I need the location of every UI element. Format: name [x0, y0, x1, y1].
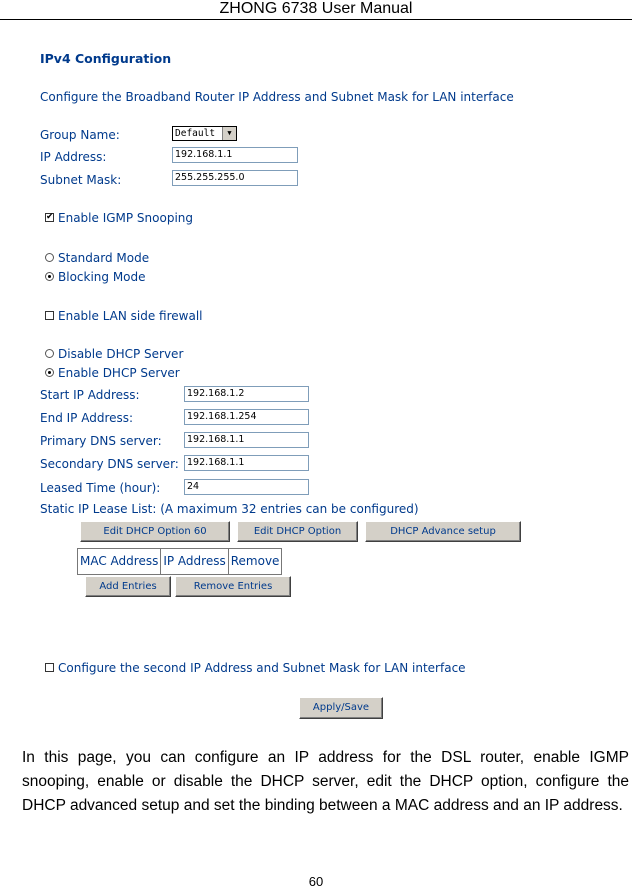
chevron-down-icon[interactable]: ▼ — [222, 127, 236, 140]
end-ip-label: End IP Address: — [40, 411, 134, 425]
ip-address-label: IP Address: — [40, 150, 107, 164]
end-ip-input[interactable]: 192.168.1.254 — [184, 409, 309, 425]
lease-time-label: Leased Time (hour): — [40, 481, 161, 495]
subnet-mask-input[interactable]: 255.255.255.0 — [172, 170, 298, 186]
add-entries-button[interactable]: Add Entries — [85, 576, 171, 597]
start-ip-label: Start IP Address: — [40, 388, 140, 402]
standard-mode-label: Standard Mode — [58, 251, 150, 265]
column-mac-address: MAC Address — [78, 549, 161, 574]
radio-selected-dot — [48, 275, 51, 278]
description-paragraph: In this page, you can configure an IP address for the DSL router, enable IGMP snooping, enable or disable the DHCP server, edit the DHCP option, configure the DHCP advanced setup and set the binding between a MAC address and an IP address. — [22, 749, 629, 814]
primary-dns-input[interactable]: 192.168.1.1 — [184, 432, 309, 448]
enable-dhcp-radio[interactable] — [45, 368, 54, 377]
column-ip-address: IP Address — [161, 549, 228, 574]
dhcp-advance-setup-button[interactable]: DHCP Advance setup — [365, 521, 521, 542]
edit-dhcp-option-button[interactable]: Edit DHCP Option — [237, 521, 358, 542]
blocking-mode-radio[interactable] — [45, 272, 54, 281]
manual-header: ZHONG 6738 User Manual — [219, 0, 413, 17]
static-lease-label: Static IP Lease List: (A maximum 32 entries can be configured) — [40, 502, 419, 516]
apply-save-button[interactable]: Apply/Save — [299, 697, 383, 719]
blocking-mode-label: Blocking Mode — [58, 270, 146, 284]
remove-entries-button[interactable]: Remove Entries — [175, 576, 291, 597]
edit-dhcp-option60-button[interactable]: Edit DHCP Option 60 — [80, 521, 230, 542]
second-ip-checkbox[interactable] — [45, 663, 54, 672]
disable-dhcp-label: Disable DHCP Server — [58, 347, 184, 361]
ip-address-input[interactable]: 192.168.1.1 — [172, 147, 298, 163]
lan-firewall-checkbox[interactable] — [45, 311, 54, 320]
lan-firewall-label: Enable LAN side firewall — [58, 309, 203, 323]
section-title: IPv4 Configuration — [40, 51, 172, 66]
second-ip-label: Configure the second IP Address and Subnet Mask for LAN interface — [58, 661, 466, 675]
group-name-label: Group Name: — [40, 128, 120, 142]
group-name-select[interactable] — [172, 126, 237, 141]
secondary-dns-input[interactable]: 192.168.1.1 — [184, 455, 309, 471]
section-subtitle: Configure the Broadband Router IP Address and Subnet Mask for LAN interface — [40, 90, 514, 104]
radio-selected-dot — [48, 371, 51, 374]
page-number: 60 — [308, 874, 324, 889]
primary-dns-label: Primary DNS server: — [40, 434, 162, 448]
column-remove: Remove — [230, 554, 280, 568]
igmp-snooping-label: Enable IGMP Snooping — [58, 211, 194, 225]
static-lease-table-header — [77, 548, 282, 575]
igmp-snooping-checkbox[interactable]: ✔ — [46, 212, 54, 222]
header-divider — [0, 19, 632, 20]
start-ip-input[interactable]: 192.168.1.2 — [184, 386, 309, 402]
disable-dhcp-radio[interactable] — [45, 349, 54, 358]
enable-dhcp-label: Enable DHCP Server — [58, 366, 180, 380]
secondary-dns-label: Secondary DNS server: — [40, 457, 179, 471]
standard-mode-radio[interactable] — [45, 253, 54, 262]
subnet-mask-label: Subnet Mask: — [40, 173, 122, 187]
group-name-value: Default — [175, 128, 216, 139]
lease-time-input[interactable]: 24 — [184, 479, 309, 495]
